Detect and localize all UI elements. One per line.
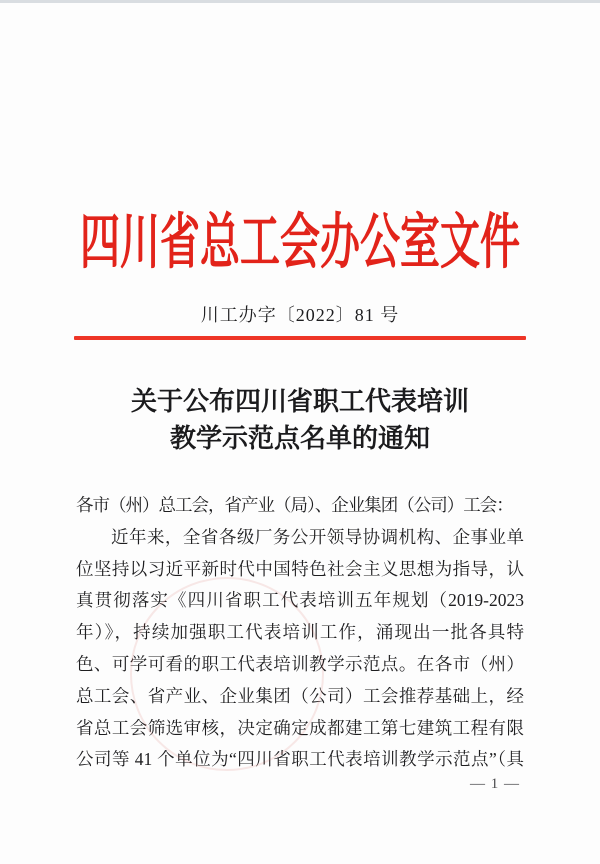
page-number: — 1 — [470, 776, 520, 792]
body-line: 总工会、省产业、企业集团（公司）工会推荐基础上，经 [76, 685, 524, 706]
scan-edge-artifact [0, 0, 600, 3]
document-title-line1: 关于公布四川省职工代表培训 [130, 387, 469, 416]
body-line: 省总工会筛选审核，决定确定成都建工第七建筑工程有限 [76, 717, 524, 738]
body-line: 位坚持以习近平新时代中国特色社会主义思想为指导，认 [76, 558, 524, 579]
document-title-line2: 教学示范点名单的通知 [169, 424, 430, 453]
red-separator-line [74, 336, 526, 340]
issuer-banner-title: 四川省总工会办公室文件 [80, 208, 520, 276]
body-line: 真贯彻落实《四川省职工代表培训五年规划（2019-2023 [76, 590, 524, 611]
document-body [76, 490, 524, 776]
body-line: 近年来，全省各级厂务公开领导协调机构、企事业单 [111, 526, 524, 547]
document-title [0, 383, 600, 457]
body-line: 年）》，持续加强职工代表培训工作，涌现出一批各具特 [76, 622, 524, 643]
body-line: 公司等 41 个单位为“四川省职工代表培训教学示范点”（具 [76, 749, 524, 770]
salutation-line: 各市（州）总工会，省产业（局）、企业集团（公司）工会： [76, 495, 513, 515]
body-line: 色、可学可看的职工代表培训教学示范点。在各市（州） [76, 653, 524, 674]
document-number: 川工办字〔2022〕81 号 [200, 305, 400, 325]
